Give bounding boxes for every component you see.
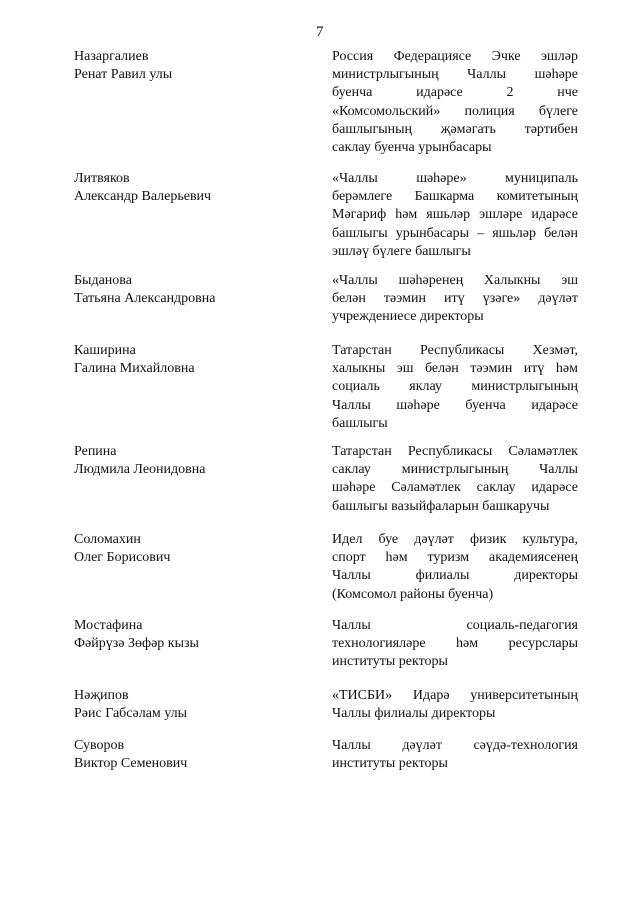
word: институты ректоры	[332, 756, 448, 772]
word: (Комсомол районы буенча)	[332, 586, 494, 602]
word: социаль	[332, 379, 380, 395]
word: берәмлеге	[332, 189, 393, 205]
position-line	[332, 308, 578, 326]
position-title	[332, 531, 578, 604]
position-line	[332, 443, 578, 461]
word: башлыгы	[332, 415, 388, 431]
person-name	[74, 737, 304, 773]
word: учреждениесе директоры	[332, 309, 484, 325]
word: Россия	[332, 49, 374, 64]
word: дәүләт	[414, 532, 454, 547]
word: белән	[424, 361, 459, 377]
position-line	[332, 617, 578, 635]
word: яклау	[409, 379, 443, 395]
position-line	[332, 360, 578, 378]
word: шәһәре	[332, 480, 376, 496]
word: үзәге»	[482, 291, 521, 307]
word: саклау	[332, 462, 371, 478]
given-name: Рәис Габсәлам улы	[74, 706, 188, 722]
position-title	[332, 48, 578, 157]
word: Идел	[332, 532, 363, 547]
person-name	[74, 170, 304, 206]
position-line	[332, 479, 578, 497]
person-name	[74, 342, 304, 378]
word: «Чаллы	[332, 171, 378, 186]
person-name	[74, 617, 304, 653]
word: тәэмин	[470, 361, 513, 377]
given-name: Виктор Семенович	[74, 756, 188, 772]
word: Сәламәтлек	[508, 444, 578, 459]
word: һәм	[555, 361, 578, 377]
word: Республикасы	[419, 343, 505, 358]
word: Чаллы	[467, 67, 506, 83]
position-line	[332, 397, 578, 415]
word: муниципаль	[504, 171, 578, 186]
position-title	[332, 272, 578, 327]
word: Эчке	[491, 49, 521, 64]
position-line	[332, 586, 578, 604]
position-line	[332, 272, 578, 290]
position-line	[332, 461, 578, 479]
word: яшьләр	[426, 207, 471, 223]
word: Чаллы	[332, 568, 371, 584]
word: эш	[396, 361, 414, 377]
word: «Чаллы	[332, 273, 378, 288]
surname: Репина	[74, 444, 117, 459]
position-line	[332, 206, 578, 224]
position-line	[332, 188, 578, 206]
position-line	[332, 635, 578, 653]
word: идарәсе	[531, 207, 578, 223]
word: министрлыгының	[401, 462, 509, 478]
position-line	[332, 290, 578, 308]
position-line	[332, 755, 578, 773]
person-name	[74, 443, 304, 479]
word: эшләү бүлеге башлыгы	[332, 243, 471, 259]
position-title	[332, 737, 578, 773]
position-line	[332, 378, 578, 396]
word: итү	[523, 361, 545, 377]
word: итү	[444, 291, 465, 307]
word: белән	[544, 225, 578, 241]
position-line	[332, 342, 578, 360]
position-line	[332, 139, 578, 157]
surname: Литвяков	[74, 171, 130, 186]
word: эшләре	[479, 207, 523, 223]
position-line	[332, 121, 578, 139]
word: полиция	[464, 103, 515, 119]
position-line	[332, 225, 578, 243]
word: башлыгы	[332, 225, 388, 241]
word: шәһәре	[534, 67, 578, 83]
position-line	[332, 498, 578, 516]
word: шәһәре	[396, 397, 440, 413]
position-line	[332, 415, 578, 433]
word: Татарстан	[332, 343, 392, 358]
given-name: Александр Валерьевич	[74, 189, 212, 205]
word: спорт	[332, 550, 366, 566]
word: башлыгының	[332, 121, 413, 137]
word: буенча	[465, 397, 506, 413]
word: академиясенең	[489, 550, 578, 566]
word: һәм	[456, 636, 479, 652]
position-title	[332, 170, 578, 261]
word: Татарстан	[332, 444, 392, 459]
word: җәмәгать	[440, 121, 496, 137]
word: шәһәренең	[398, 273, 464, 288]
word: министрлыгының	[471, 379, 578, 395]
word: башлыгы вазыйфаларын башкаручы	[332, 498, 550, 514]
surname: Суворов	[74, 738, 125, 753]
given-name: Татьяна Александровна	[74, 291, 216, 307]
word: халыкны	[332, 361, 386, 377]
word: саклау	[476, 480, 516, 496]
word: Федерациясе	[393, 49, 472, 64]
word: Халыкны	[483, 273, 541, 288]
word: ресурслары	[508, 636, 578, 652]
given-name: Галина Михайловна	[74, 361, 195, 377]
word: буенча	[332, 85, 373, 101]
word: идарәсе	[531, 480, 578, 496]
position-line	[332, 243, 578, 261]
word: Чаллы	[539, 462, 578, 478]
person-name	[74, 48, 304, 84]
word: директоры	[514, 568, 578, 584]
word: тәэмин	[383, 291, 426, 307]
position-title	[332, 617, 578, 672]
word: белән	[332, 291, 366, 307]
position-line	[332, 687, 578, 705]
position-line	[332, 531, 578, 549]
word: дәүләт	[538, 291, 578, 307]
word: физик	[470, 532, 507, 547]
position-line	[332, 84, 578, 102]
word: Сәламәтлек	[391, 480, 461, 496]
person-name	[74, 272, 304, 308]
position-line	[332, 705, 578, 723]
word: университетының	[470, 688, 578, 703]
given-name: Ренат Равил улы	[74, 67, 173, 83]
word: Республикасы	[407, 444, 493, 459]
position-title	[332, 443, 578, 516]
word: яшьләр	[492, 225, 537, 241]
word: идарәсе	[531, 397, 578, 413]
given-name: Фәйрүзә Зөфәр кызы	[74, 636, 199, 652]
position-line	[332, 103, 578, 121]
word: һәм	[385, 550, 408, 566]
word: «ТИСБИ»	[332, 688, 393, 703]
word: бүлеге	[538, 103, 578, 119]
surname: Каширина	[74, 343, 136, 358]
word: Чаллы	[332, 397, 371, 413]
word: 2	[506, 85, 514, 101]
word: министрлыгының	[332, 67, 439, 83]
word: технологияләре	[332, 636, 426, 652]
position-line	[332, 567, 578, 585]
word: институты ректоры	[332, 654, 448, 670]
word: һәм	[395, 207, 418, 223]
surname: Нәҗипов	[74, 688, 129, 703]
position-line	[332, 737, 578, 755]
word: саклау буенча урынбасары	[332, 139, 492, 155]
word: идарәсе	[416, 85, 463, 101]
word: Хезмәт,	[532, 343, 578, 358]
word: эш	[561, 273, 578, 288]
word: сәүдә-технология	[473, 738, 578, 753]
position-line	[332, 66, 578, 84]
word: тәртибен	[524, 121, 578, 137]
word: нче	[557, 85, 578, 101]
position-title	[332, 342, 578, 433]
surname: Соломахин	[74, 532, 141, 547]
word: Мәгариф	[332, 207, 387, 223]
word: буе	[378, 532, 399, 547]
surname: Быданова	[74, 273, 132, 288]
position-title	[332, 687, 578, 723]
surname: Назаргалиев	[74, 49, 149, 64]
word: Чаллы филиалы директоры	[332, 706, 496, 722]
position-line	[332, 549, 578, 567]
word: Башкарма	[414, 189, 475, 205]
word: «Комсомольский»	[332, 103, 441, 119]
word: культура,	[522, 532, 578, 547]
word: туризм	[427, 550, 470, 566]
position-line	[332, 170, 578, 188]
word: Идарә	[412, 688, 450, 703]
word: шәһәре»	[416, 171, 467, 186]
word: дәүләт	[402, 738, 442, 753]
person-name	[74, 531, 304, 567]
given-name: Людмила Леонидовна	[74, 462, 206, 478]
position-line	[332, 48, 578, 66]
word: филиалы	[415, 568, 470, 584]
word: Чаллы	[332, 738, 371, 753]
word: –	[477, 225, 485, 241]
word: Чаллы	[332, 618, 371, 633]
person-name	[74, 687, 304, 723]
page-number: 7	[316, 24, 324, 40]
word: урынбасары	[395, 225, 470, 241]
surname: Мостафина	[74, 618, 143, 633]
word: комитетының	[496, 189, 578, 205]
word: социаль-педагогия	[466, 618, 578, 633]
given-name: Олег Борисович	[74, 550, 171, 566]
word: эшләр	[541, 49, 578, 64]
position-line	[332, 653, 578, 671]
